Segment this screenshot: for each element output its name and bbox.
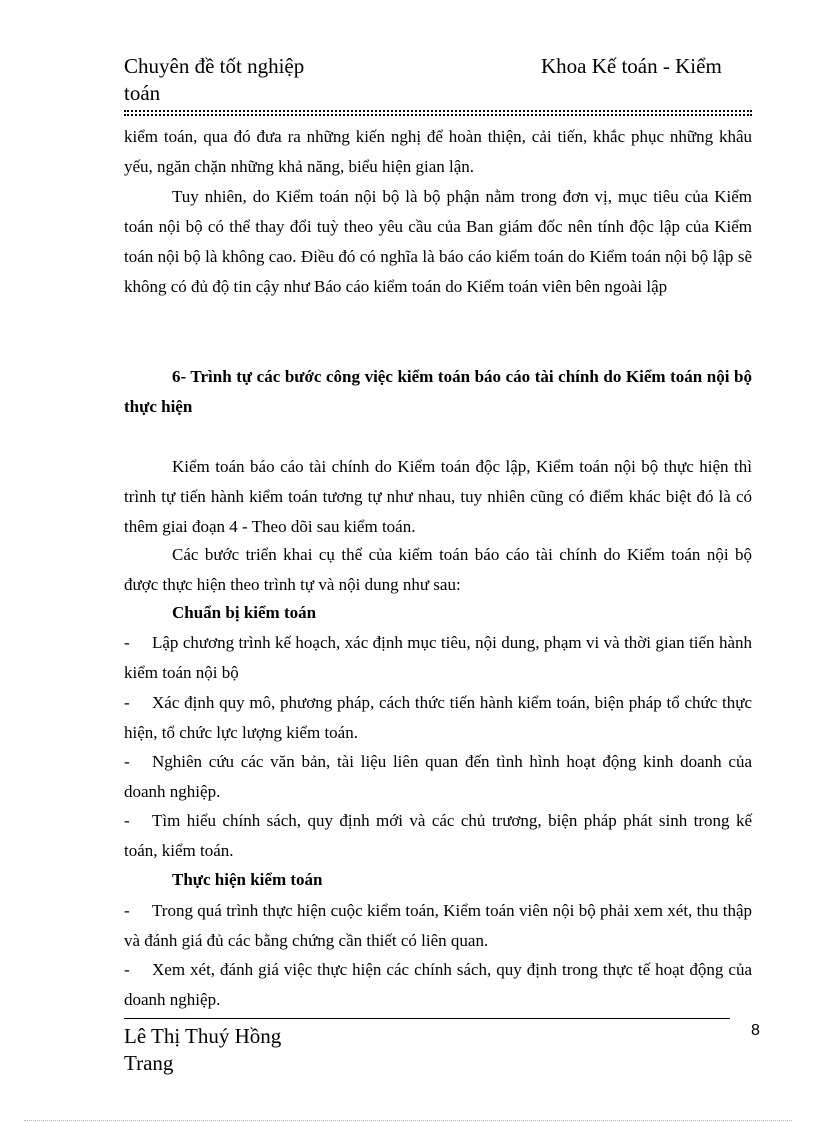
header-divider bbox=[124, 110, 752, 116]
list-item-text: Nghiên cứu các văn bản, tài liệu liên quan đến tình hình hoạt động kinh doanh của doanh nghiệp. bbox=[124, 752, 752, 801]
list-item-text: Xem xét, đánh giá việc thực hiện các chính sách, quy định trong thực tế hoạt động của doanh nghiệp. bbox=[124, 960, 752, 1009]
list-item bbox=[124, 747, 752, 807]
bullet-dash: - bbox=[124, 752, 130, 771]
bullet-dash: - bbox=[124, 633, 130, 652]
subheading-chuan-bi: Chuẩn bị kiểm toán bbox=[172, 603, 317, 622]
paragraph-2: Tuy nhiên, do Kiểm toán nội bộ là bộ phận nằm trong đơn vị, mục tiêu của Kiểm toán nội bộ có thể thay đổi tuỳ theo yêu cầu của Ban giám đốc nên tính độc lập của Kiểm toán nội bộ là không cao. Điều đó có nghĩa là báo cáo kiểm toán do Kiểm toán nội bộ lập sẽ không có đủ độ tin cậy như Báo cáo kiểm toán do Kiểm toán viên bên ngoài lập bbox=[124, 187, 752, 296]
header-title-left: Chuyên đề tốt nghiệp bbox=[124, 54, 305, 78]
bullet-dash: - bbox=[124, 811, 130, 830]
paragraph-4: Các bước triển khai cụ thể của kiểm toán báo cáo tài chính do Kiểm toán nội bộ được thực hiện theo trình tự và nội dung như sau: bbox=[124, 545, 752, 594]
list-item bbox=[124, 688, 752, 748]
header-title-left-continued: toán bbox=[124, 81, 161, 105]
section-heading: 6- Trình tự các bước công việc kiểm toán báo cáo tài chính do Kiểm toán nội bộ thực hiện bbox=[124, 367, 752, 416]
footer-divider bbox=[124, 1018, 730, 1019]
footer-author-continued: Trang bbox=[124, 1051, 174, 1075]
list-item bbox=[124, 628, 752, 688]
paragraph-1: kiểm toán, qua đó đưa ra những kiến nghị để hoàn thiện, cải tiến, khắc phục những khâu yếu, ngăn chặn những khả năng, biểu hiện gian lận. bbox=[124, 127, 752, 176]
subheading-thuc-hien: Thực hiện kiểm toán bbox=[172, 870, 323, 889]
list-item bbox=[124, 955, 752, 1015]
paragraph-3: Kiểm toán báo cáo tài chính do Kiểm toán độc lập, Kiểm toán nội bộ thực hiện thì trình tự tiến hành kiểm toán tương tự như nhau, tuy nhiên cũng có điểm khác biệt đó là có thêm giai đoạn 4 - Theo dõi sau kiểm toán. bbox=[124, 457, 752, 536]
list-item-text: Xác định quy mô, phương pháp, cách thức tiến hành kiểm toán, biện pháp tổ chức thực hiện, tổ chức lực lượng kiểm toán. bbox=[124, 693, 752, 742]
bullet-dash: - bbox=[124, 960, 130, 979]
list-item bbox=[124, 896, 752, 956]
bullet-dash: - bbox=[124, 901, 130, 920]
page-number: 8 bbox=[751, 1022, 760, 1039]
list-item bbox=[124, 806, 752, 866]
list-item-text: Trong quá trình thực hiện cuộc kiểm toán, Kiểm toán viên nội bộ phải xem xét, thu thập và đánh giá đủ các bằng chứng cần thiết có liên quan. bbox=[124, 901, 752, 950]
bullet-dash: - bbox=[124, 693, 130, 712]
page-bottom-border bbox=[24, 1120, 792, 1121]
list-item-text: Tìm hiểu chính sách, quy định mới và các chủ trương, biện pháp phát sinh trong kế toán, kiểm toán. bbox=[124, 811, 752, 860]
footer-author: Lê Thị Thuý Hồng bbox=[124, 1024, 282, 1048]
list-item-text: Lập chương trình kế hoạch, xác định mục tiêu, nội dung, phạm vi và thời gian tiến hành kiểm toán nội bộ bbox=[124, 633, 752, 682]
header-title-right: Khoa Kế toán - Kiểm bbox=[541, 54, 722, 78]
